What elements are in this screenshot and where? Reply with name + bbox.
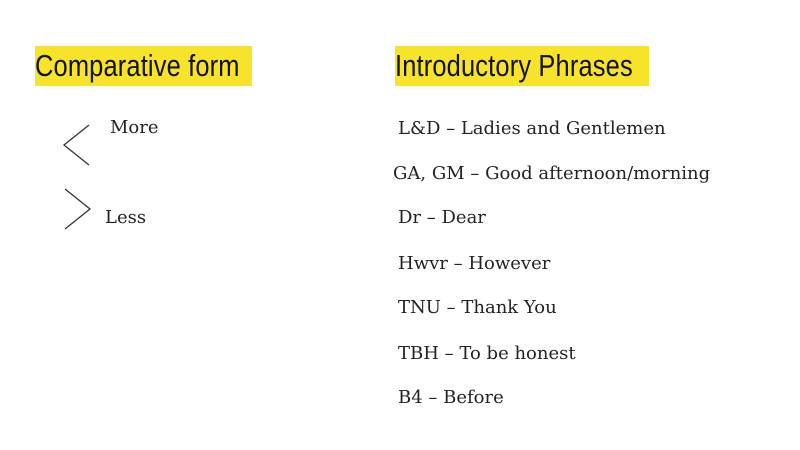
phrase-item: L&D – Ladies and Gentlemen <box>398 118 666 139</box>
phrase-item: TBH – To be honest <box>398 343 576 364</box>
more-label: More <box>110 117 159 138</box>
less-than-icon <box>62 123 92 167</box>
less-label: Less <box>105 207 147 228</box>
introductory-phrases-heading-text: Introductory Phrases <box>395 48 633 83</box>
phrase-item: B4 – Before <box>398 387 504 408</box>
introductory-phrases-heading <box>395 46 649 86</box>
phrase-item: Dr – Dear <box>398 207 486 228</box>
comparative-form-heading-text: Comparative form <box>35 48 240 83</box>
comparative-form-heading <box>35 46 252 86</box>
phrase-item: GA, GM – Good afternoon/morning <box>393 163 711 184</box>
phrase-item: TNU – Thank You <box>398 297 557 318</box>
phrase-item: Hwvr – However <box>398 253 551 274</box>
greater-than-icon <box>62 187 92 231</box>
